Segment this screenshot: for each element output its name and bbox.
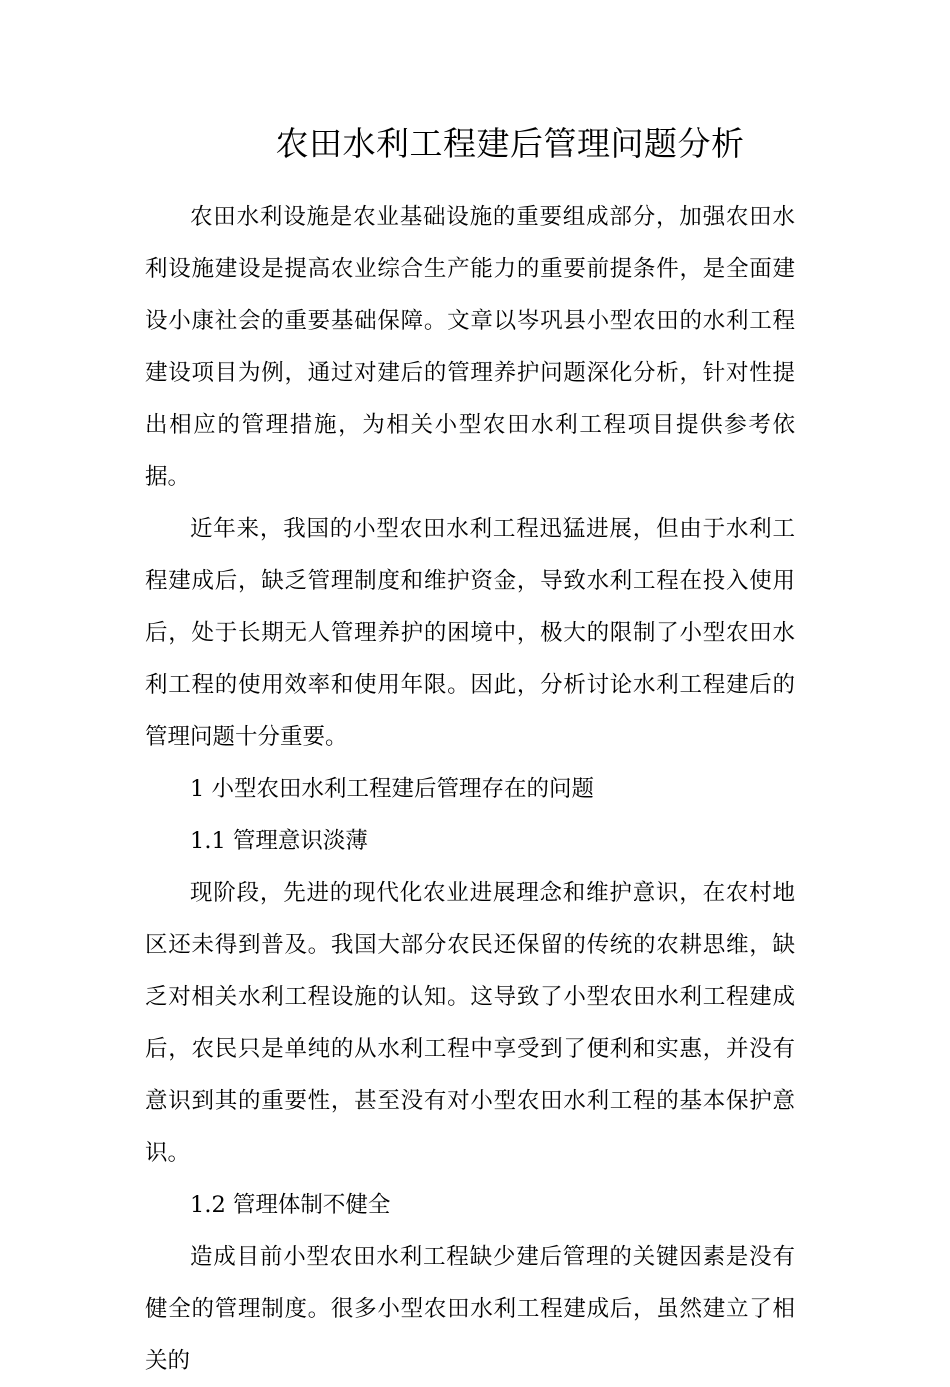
paragraph-background: 近年来，我国的小型农田水利工程迅猛进展，但由于水利工程建成后，缺乏管理制度和维护资金，导致水利工程在投入使用后，处于长期无人管理养护的困境中，极大的限制了小型农田水利工程的使用效率和使用年限。因此，分析讨论水利工程建后的管理问题十分重要。 [145,516,795,750]
subsection-heading-1-1: 1.1 管理意识淡薄 [190,828,368,854]
subsection-heading-1-2: 1.2 管理体制不健全 [190,1192,391,1218]
section-heading-1: 1 小型农田水利工程建后管理存在的问题 [190,776,594,802]
document-body [145,191,795,1387]
paragraph-system: 造成目前小型农田水利工程缺少建后管理的关键因素是没有健全的管理制度。很多小型农田水利工程建成后，虽然建立了相关的 [145,1244,795,1374]
document-title: 农田水利工程建后管理问题分析 [275,124,745,163]
paragraph-awareness: 现阶段，先进的现代化农业进展理念和维护意识，在农村地区还未得到普及。我国大部分农民还保留的传统的农耕思维，缺乏对相关水利工程设施的认知。这导致了小型农田水利工程建成后，农民只是单纯的从水利工程中享受到了便利和实惠，并没有意识到其的重要性，甚至没有对小型农田水利工程的基本保护意识。 [145,880,795,1166]
paragraph-intro: 农田水利设施是农业基础设施的重要组成部分，加强农田水利设施建设是提高农业综合生产能力的重要前提条件，是全面建设小康社会的重要基础保障。文章以岑巩县小型农田的水利工程建设项目为例，通过对建后的管理养护问题深化分析，针对性提出相应的管理措施，为相关小型农田水利工程项目提供参考依据。 [145,204,795,490]
